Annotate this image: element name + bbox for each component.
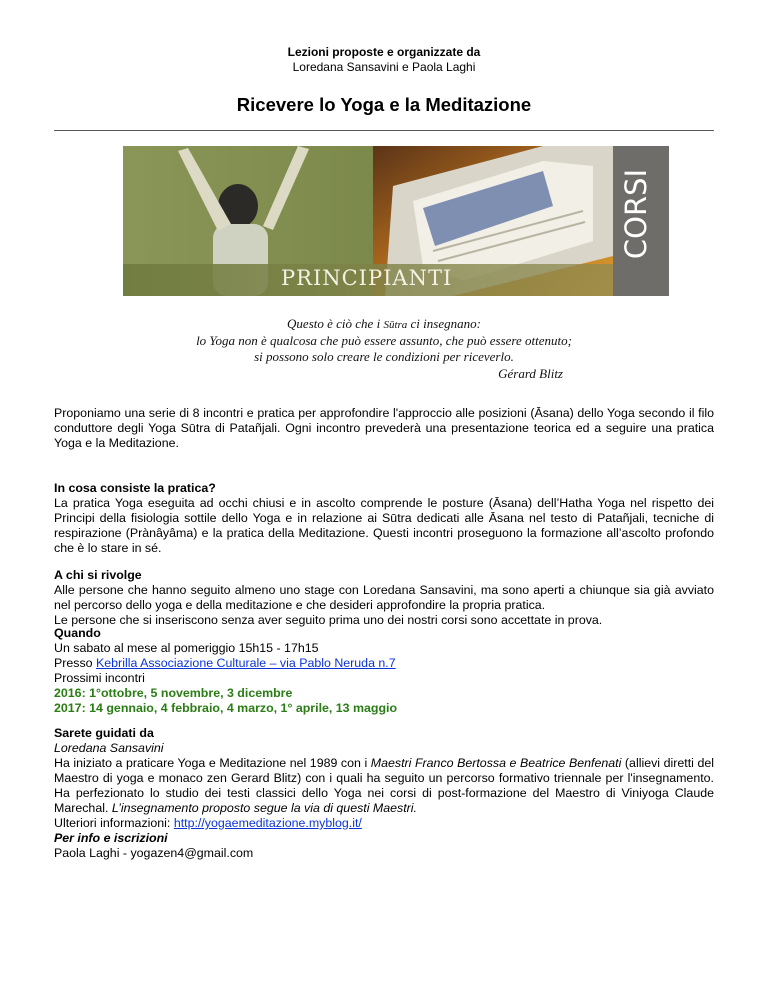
section-text-rivolge-2: Le persone che si inseriscono senza aver seguito prima uno dei nostri corsi sono accettate in prova. [54,613,603,627]
quote-line-2: lo Yoga non è qualcosa che può essere assunto, che può essere ottenuto; [196,333,572,348]
quote-line-1: Questo è ciò che i Sūtra ci insegnano: [287,316,481,331]
section-rivolge [54,568,714,628]
dates-2016: 2016: 1°ottobre, 5 novembre, 3 dicembre [54,686,293,700]
quando-next-label: Prossimi incontri [54,671,145,685]
section-heading-pratica: In cosa consiste la pratica? [54,481,216,495]
page-title: Ricevere lo Yoga e la Meditazione [236,94,532,115]
blog-link[interactable]: http://yogaemeditazione.myblog.it/ [173,816,362,830]
section-guidati [54,726,714,831]
title-divider [54,130,714,131]
quote-line-3: si possono solo creare le condizioni per riceverlo. [254,349,514,364]
quote-block [0,316,768,381]
teacher-name: Loredana Sansavini [54,741,164,755]
teacher-bio: Ha iniziato a praticare Yoga e Meditazione nel 1989 con i Maestri Franco Bertossa e Beatrice Benfenati (allievi diretti del Maestro di yoga e monaco zen Gerard Blitz) con i quali ha seguito un percorso formativo triennale per l'insegnamento. Ha perfezionato lo studio dei testi classici dello Yoga nei corsi di post-formazione del Maestro di Viniyoga Claude Marechal. L’insegnamento proposto segue la via di questi Maestri. [54,756,715,815]
quote-author: Gérard Blitz [498,366,563,381]
location-link[interactable]: Kebrilla Associazione Culturale – via Pablo Neruda n.7 [96,656,396,670]
header-line-organizers-label: Lezioni proposte e organizzate da [287,45,481,59]
banner-label-corsi: CORSI [619,168,653,260]
section-heading-quando: Quando [54,626,101,640]
banner-label-principianti: PRINCIPIANTI [281,266,453,290]
intro-paragraph: Proponiamo una serie di 8 incontri e pratica per approfondire l'approccio alle posizioni (Āsana) dello Yoga secondo il filo conduttore degli Yoga Sūtra di Patañjali. Ogni incontro prevederà una presentazione teorica ed a seguire una pratica Yoga e la Meditazione. [54,406,714,450]
section-text-rivolge-1: Alle persone che hanno seguito almeno uno stage con Loredana Sansavini, ma sono aperti a chiunque sia già avviato nel percorso dello yoga e della meditazione e che desideri approfondire la propria pratica. [54,583,714,612]
section-heading-info: Per info e iscrizioni [54,831,168,845]
section-quando [54,626,714,716]
more-info: Ulteriori informazioni: http://yogaemeditazione.myblog.it/ [54,816,362,830]
section-text-pratica: La pratica Yoga eseguita ad occhi chiusi e in ascolto comprende le posture (Āsana) dell’Hatha Yoga nel rispetto dei Principi della fisiologia sottile dello Yoga e in relazione ai Sūtra dedicati alle Āsana nel testo di Patañjali, tecniche di respirazione (Prànâyâma) e la pratica della Meditazione. Questi incontri proseguono la formazione all’ascolto profondo che è lo stare in sé. [54,496,714,555]
header-line-organizers-names: Loredana Sansavini e Paola Laghi [292,60,476,74]
quando-location: Presso Kebrilla Associazione Culturale – via Pablo Neruda n.7 [54,656,396,670]
section-info [54,831,714,861]
section-heading-guidati: Sarete guidati da [54,726,154,740]
dates-2017: 2017: 14 gennaio, 4 febbraio, 4 marzo, 1° aprile, 13 maggio [54,701,398,715]
section-pratica [54,481,714,556]
section-heading-rivolge: A chi si rivolge [54,568,142,582]
quando-schedule: Un sabato al mese al pomeriggio 15h15 - 17h15 [54,641,319,655]
contact-line: Paola Laghi - yogazen4@gmail.com [54,846,254,860]
